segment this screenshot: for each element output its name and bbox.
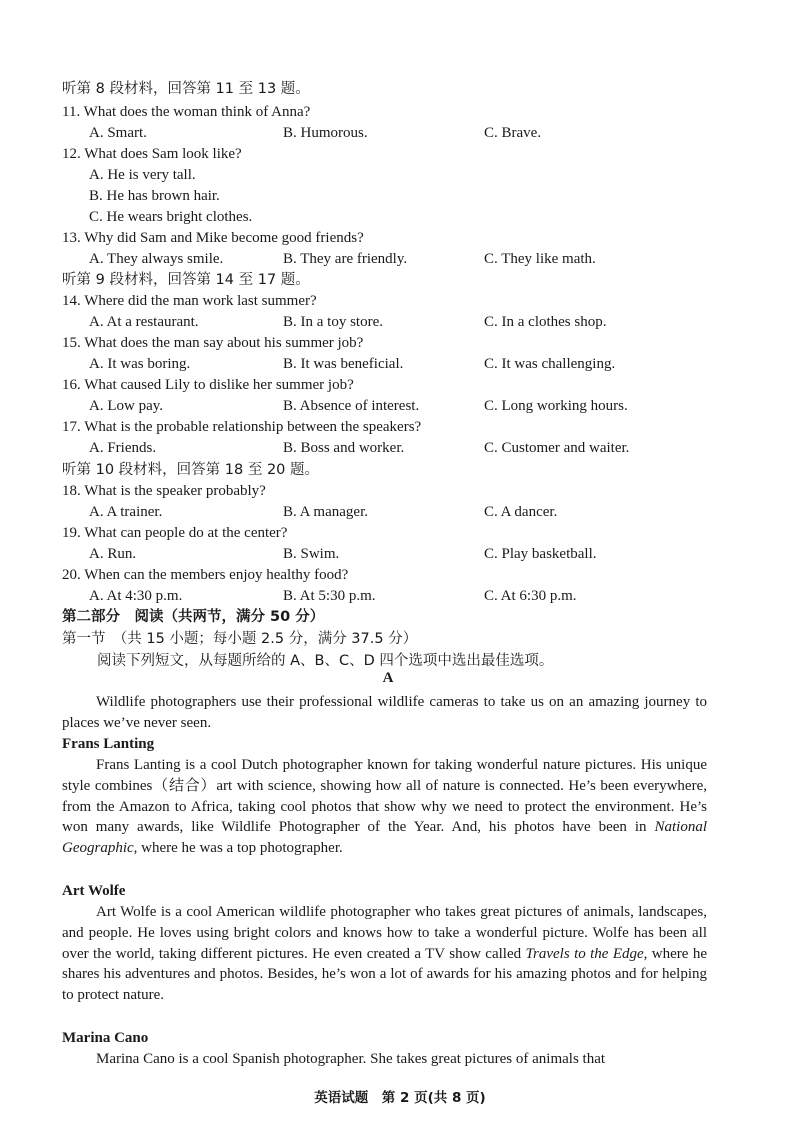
option-c: C. Customer and waiter. xyxy=(484,440,630,456)
option-b: B. Swim. xyxy=(283,546,340,562)
option-b: B. At 5:30 p.m. xyxy=(283,588,376,604)
option-c: C. At 6:30 p.m. xyxy=(484,588,577,604)
option-a: A. They always smile. xyxy=(89,251,224,267)
question-19-options xyxy=(0,543,800,565)
question-16: 16. What caused Lily to dislike her summer job? xyxy=(62,377,354,393)
tv-show-title: Travels to the Edge xyxy=(525,945,644,962)
question-13-options xyxy=(0,248,800,270)
question-17: 17. What is the probable relationship between the speakers? xyxy=(62,419,422,435)
option-a: A. A trainer. xyxy=(89,504,163,520)
option-b: B. Boss and worker. xyxy=(283,440,405,456)
magazine-title: National Geographic xyxy=(62,819,707,857)
option-c: C. It was challenging. xyxy=(484,356,616,372)
photographer-name-cano: Marina Cano xyxy=(62,1030,149,1046)
option-a: A. Friends. xyxy=(89,440,157,456)
option-a: A. Low pay. xyxy=(89,398,164,414)
question-17-options xyxy=(0,437,800,459)
option-c: C. A dancer. xyxy=(484,504,558,520)
option-b: B. A manager. xyxy=(283,504,368,520)
question-14-options xyxy=(0,311,800,333)
passage-label: A xyxy=(382,670,394,686)
option-b: B. In a toy store. xyxy=(283,314,383,330)
option-c: C. Brave. xyxy=(484,125,542,141)
question-14: 14. Where did the man work last summer? xyxy=(62,293,317,309)
option-a: A. Smart. xyxy=(89,125,147,141)
option-b: B. Absence of interest. xyxy=(283,398,420,414)
part-two-heading: 第二部分 阅读（共两节，满分 50 分） xyxy=(62,609,325,625)
material-10-heading: 听第 10 段材料，回答第 18 至 20 题。 xyxy=(62,462,320,478)
question-12-option-b: B. He has brown hair. xyxy=(89,188,220,204)
question-18: 18. What is the speaker probably? xyxy=(62,483,266,499)
question-19: 19. What can people do at the center? xyxy=(62,525,288,541)
material-8-heading: 听第 8 段材料，回答第 11 至 13 题。 xyxy=(62,81,310,97)
section-one-heading: 第一节 （共 15 小题；每小题 2.5 分，满分 37.5 分） xyxy=(62,631,418,647)
option-b: B. Humorous. xyxy=(283,125,368,141)
material-9-heading: 听第 9 段材料，回答第 14 至 17 题。 xyxy=(62,272,310,288)
paragraph-wolfe: Art Wolfe is a cool American wildlife photographer who takes great pictures of animals, landscapes, and people. He loves using bright colors and knows how to take a wonderful picture. Wolfe has been all over the world, taking different pictures. He even created a TV show called Travels to the Edge, where he shares his adventures and photos. Besides, he’s won a lot of awards for his amazing photos and for helping to protect nature. xyxy=(62,904,707,1004)
page-footer: 英语试题 第 2 页(共 8 页) xyxy=(314,1090,486,1106)
reading-instruction: 阅读下列短文，从每题所给的 A、B、C、D 四个选项中选出最佳选项。 xyxy=(97,653,554,669)
option-a: A. Run. xyxy=(89,546,137,562)
photographer-name-lanting: Frans Lanting xyxy=(62,736,155,752)
option-a: A. It was boring. xyxy=(89,356,191,372)
paragraph-cano: Marina Cano is a cool Spanish photographer. She takes great pictures of animals that xyxy=(96,1051,606,1067)
question-20: 20. When can the members enjoy healthy food? xyxy=(62,567,349,583)
paragraph-lanting: Frans Lanting is a cool Dutch photographer known for taking wonderful nature pictures. His unique style combines（结合）art with science, showing how all of nature is connected. He’s been everywhere, from the Amazon to Africa, taking cool photos that show why we need to protect the environment. He’s won many awards, like Wildlife Photographer of the Year. And, his photos have been in National Geographic, where he was a top photographer. xyxy=(62,757,707,857)
question-12-option-c: C. He wears bright clothes. xyxy=(89,209,253,225)
question-20-options xyxy=(0,585,800,607)
question-13: 13. Why did Sam and Mike become good friends? xyxy=(62,230,364,246)
question-12: 12. What does Sam look like? xyxy=(62,146,242,162)
question-11: 11. What does the woman think of Anna? xyxy=(62,104,311,120)
option-b: B. It was beneficial. xyxy=(283,356,404,372)
question-15: 15. What does the man say about his summer job? xyxy=(62,335,364,351)
question-18-options xyxy=(0,501,800,523)
option-c: C. Long working hours. xyxy=(484,398,628,414)
photographer-name-wolfe: Art Wolfe xyxy=(62,883,126,899)
option-c: C. Play basketball. xyxy=(484,546,597,562)
option-a: A. At 4:30 p.m. xyxy=(89,588,183,604)
question-12-option-a: A. He is very tall. xyxy=(89,167,196,183)
question-16-options xyxy=(0,395,800,417)
option-b: B. They are friendly. xyxy=(283,251,408,267)
question-11-options xyxy=(0,122,800,144)
passage-intro: Wildlife photographers use their professional wildlife cameras to take us on an amazing journey to places we’ve never seen. xyxy=(62,694,707,731)
option-c: C. In a clothes shop. xyxy=(484,314,607,330)
option-c: C. They like math. xyxy=(484,251,596,267)
question-15-options xyxy=(0,353,800,375)
option-a: A. At a restaurant. xyxy=(89,314,199,330)
